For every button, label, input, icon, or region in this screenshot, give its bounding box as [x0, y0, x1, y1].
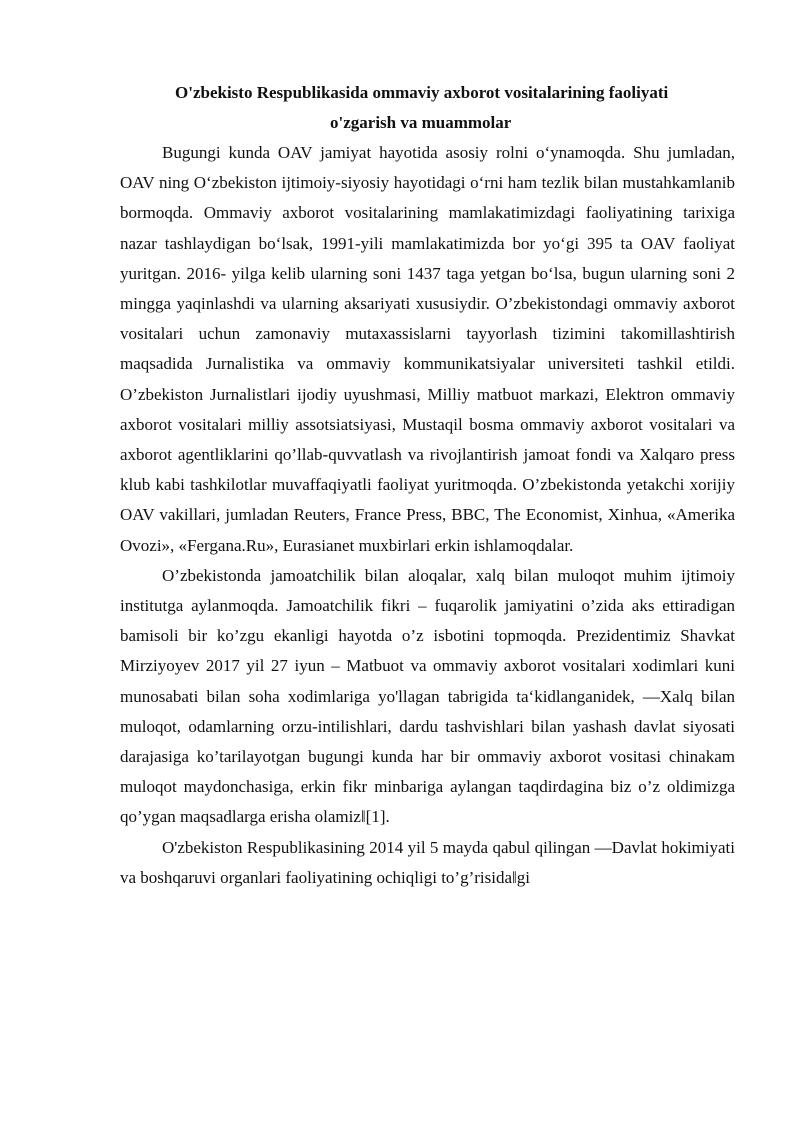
paragraph-2: O’zbekistonda jamoatchilik bilan aloqalar, xalq bilan muloqot muhim ijtimoiy institutga aylanmoqda. Jamoatchilik fikri – fuqarolik jamiyatini o’zida aks ettiradigan bamisoli bir ko’zgu ekanligi hayotda o’z isbotini topmoqda. Prezidentimiz Shavkat Mirziyoyev 2017 yil 27 iyun – Matbuot va ommaviy axborot vositalari xodimlari kuni munosabati bilan soha xodimlariga yo'llagan tabrigida ta‘kidlanganidek, ―Xalq bilan muloqot, odamlarning orzu-intilishlari, dardu tashvishlari bilan yashash davlat siyosati darajasiga ko’tarilayotgan bugungi kunda har bir ommaviy axborot vositasi chinakam muloqot maydonchasiga, erkin fikr minbariga aylangan taqdirdagina biz o’z oldimizga qo’ygan maqsadlarga erisha olamiz‖[1].	[120, 565, 735, 827]
title-line-1: O'zbekisto Respublikasida ommaviy axborot vositalarining faoliyati	[175, 83, 669, 102]
paragraph-3: O'zbekiston Respublikasining 2014 yil 5 mayda qabul qilingan ―Davlat hokimiyati va boshqaruvi organlari faoliyatining ochiqligi to’g’risida‖gi	[120, 837, 735, 887]
document-title	[120, 78, 735, 138]
document-page	[120, 78, 735, 893]
title-line-2: o'zgarish va muammolar	[330, 113, 512, 132]
paragraph-1: Bugungi kunda OAV jamiyat hayotida asosiy rolni o‘ynamoqda. Shu jumladan, OAV ning O‘zbekiston ijtimoiy-siyosiy hayotidagi o‘rni ham tezlik bilan mustahkamlanib bormoqda. Ommaviy axborot vositalarining mamlakatimizdagi faoliyatining tarixiga nazar tashlaydigan bo‘lsak, 1991-yili mamlakatimizda bor yo‘gi 395 ta OAV faoliyat yuritgan. 2016- yilga kelib ularning soni 1437 taga yetgan bo‘lsa, bugun ularning soni 2 mingga yaqinlashdi va ularning aksariyati xususiydir. O’zbekistondagi ommaviy axborot vositalari uchun zamonaviy mutaxassislarni tayyorlash tizimini takomillashtirish maqsadida Jurnalistika va ommaviy kommunikatsiyalar universiteti tashkil etildi. O’zbekiston Jurnalistlari ijodiy uyushmasi, Milliy matbuot markazi, Elektron ommaviy axborot vositalari milliy assotsiatsiyasi, Mustaqil bosma ommaviy axborot vositalari va axborot agentliklarini qo’llab-quvvatlash va rivojlantirish jamoat fondi va Xalqaro press klub kabi tashkilotlar muvaffaqiyatli faoliyat yuritmoqda. O’zbekistonda yetakchi xorijiy OAV vakillari, jumladan Reuters, France Press, BBC, The Economist, Xinhua, «Amerika Ovozi», «Fergana.Ru», Eurasianet muxbirlari erkin ishlamoqdalar.	[120, 143, 735, 555]
